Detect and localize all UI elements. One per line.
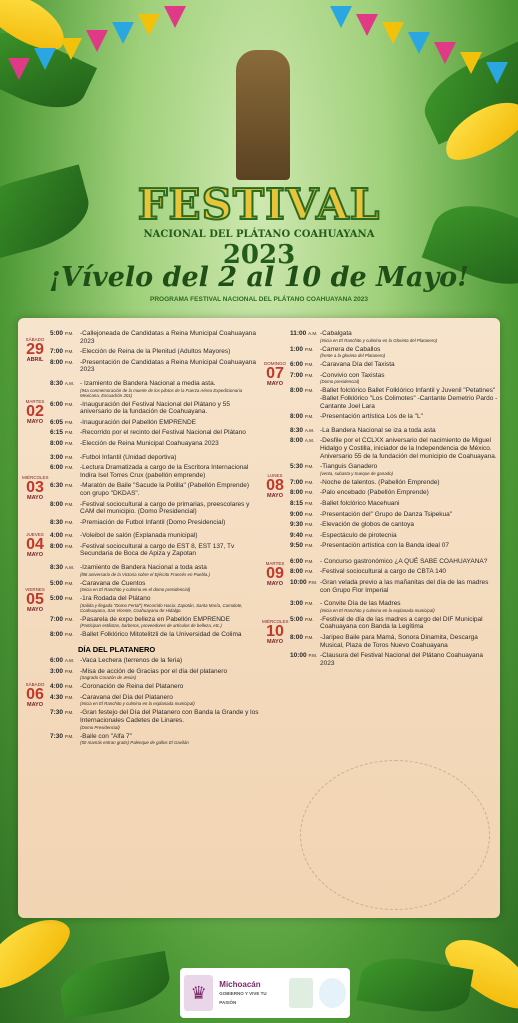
event-description: -Callejoneada de Candidatas a Reina Municipal Coahuayana 2023 (80, 330, 256, 345)
festival-title: FESTIVAL (137, 180, 381, 229)
event-description: -1ra Rodada del Plátano (Salida y llegada "Domo Fertal") Recorrido Hacia: Zapotán, Santa María, Camalote, Coahuayana, San Vicente, Coahuayana de Hidalgo. (80, 595, 260, 613)
date-mn: MAYO (27, 418, 43, 425)
schedule-right-column (262, 330, 498, 673)
event-row (22, 580, 260, 593)
event-period: P.M. (64, 440, 74, 446)
event-row (262, 489, 498, 500)
event-period: P.M. (304, 601, 314, 607)
date-dn: LUNES (267, 473, 283, 479)
event-row (22, 616, 260, 629)
event-row (262, 361, 498, 369)
event-description: -Coronación de Reina del Platanero (80, 683, 184, 691)
date-dn: DOMINGO (264, 360, 286, 366)
event-row (22, 694, 260, 707)
event-time: 8:15 P.M. (290, 499, 314, 507)
event-row (22, 683, 260, 691)
event-row (22, 631, 260, 639)
event-time: 9:00 P.M. (290, 510, 314, 518)
event-note: (Inicia en El Ranchito y culmina en el domo presidencial) (80, 587, 191, 593)
event-description: - Izamiento de Bandera Nacional a media asta. (94a conmemoración de la muerte de los pilotos de la Fuerza Aérea Expedicionaria Mexicana, Escuadrón 201) (80, 380, 260, 398)
event-time: 8:00 P.M. (290, 489, 314, 497)
event-time: 5:30 P.M. (290, 463, 314, 471)
event-note: (Salida y llegada "Domo Fertal") Recorrido Hacia: Zapotán, Santa María, Camalote, Coahuayana, San Vicente, Coahuayana de Hidalgo. (80, 602, 243, 613)
event-period: P.M. (64, 710, 74, 716)
festival-subtitle: NACIONAL DEL PLÁTANO COAHUAYANA (143, 229, 375, 240)
date-dn: MIÉRCOLES (262, 618, 289, 624)
event-time: 9:40 P.M. (290, 531, 314, 539)
event-period: A.M. (64, 565, 75, 571)
event-time: 7:00 P.M. (50, 615, 74, 623)
event-time: 8:30 A.M. (50, 379, 75, 387)
event-row (22, 380, 260, 398)
event-period: P.M. (304, 372, 314, 378)
event-time: 8:30 P.M. (50, 518, 74, 526)
event-period: P.M. (64, 359, 74, 365)
event-period: A.M. (64, 380, 75, 386)
event-row (22, 668, 260, 681)
event-description: -Misa de acción de Gracias por el día del platanero (Sagrado Corazón de Jesús) (80, 668, 260, 681)
event-period: P.M. (64, 349, 74, 355)
day-block (22, 564, 260, 639)
event-description: -Presentación de Candidatas a Reina Municipal Coahuayana 2023 (80, 358, 256, 374)
date-dn: VIERNES (25, 586, 45, 592)
bunting-left (0, 0, 220, 120)
event-time: 8:30 A.M. (50, 564, 75, 572)
date-mn: MAYO (267, 580, 283, 587)
event-time: 4:30 P.M. (50, 693, 74, 701)
date-num: 03 (26, 479, 44, 497)
date-mn: MAYO (27, 552, 43, 559)
event-description: -Maratón de Baile "Sacude la Polilla" (Pabellón Emprende) con grupo "DKDAS". (80, 482, 250, 497)
event-time: 8:30 A.M. (290, 426, 315, 434)
event-time: 8:00 P.M. (50, 542, 74, 550)
event-time: 10:00 P.M. (290, 652, 318, 660)
event-period: P.M. (64, 533, 74, 539)
event-description: -Festival de día de las madres a cargo del DIF Municipal Coahuayana con Banda la Legítima (320, 615, 483, 631)
event-description: -Premiación de Futbol Infantil (Domo Presidencial) (80, 518, 226, 526)
event-note: (Domo presidencial) (320, 379, 360, 385)
event-description: -Caravana Día del Taxista (320, 361, 395, 369)
event-row (22, 464, 260, 479)
event-row (262, 558, 498, 566)
event-row (22, 543, 260, 558)
headline: ¡Vívelo del 2 al 10 de Mayo! (48, 262, 469, 293)
day-heading: DÍA DEL PLATANERO (78, 645, 156, 655)
event-period: P.M. (64, 483, 74, 489)
event-time: 7:00 P.M. (290, 371, 314, 379)
event-period: A.M. (304, 438, 315, 444)
event-row (262, 579, 498, 594)
event-row (262, 372, 498, 385)
event-time: 6:00 P.M. (50, 464, 74, 472)
event-time: 8:00 P.M. (50, 631, 74, 639)
event-description: -Ballet Folklórico Mitotelitzli de la Universidad de Colima (80, 631, 242, 639)
event-row (22, 398, 260, 416)
event-time: 7:00 P.M. (50, 348, 74, 356)
event-description: -Inauguración del Festival Nacional del Plátano y 55 aniversario de la fundación de Coahuayana. (80, 400, 230, 416)
event-description: -Cabalgata (Inicia en El Ranchito y culmina en la Glorieta del Platanero) (320, 330, 498, 343)
event-period: P.M. (64, 331, 74, 336)
event-period: P.M. (64, 684, 74, 690)
event-row (262, 330, 498, 343)
event-row (262, 542, 498, 550)
event-time: 8:00 P.M. (50, 439, 74, 447)
event-row (22, 440, 260, 448)
event-period: P.M. (64, 733, 74, 739)
event-description: -Elección de Reina de la Plenitud (Adultos Mayores) (80, 348, 231, 356)
event-description: -Presentación del" Grupo de Danza Tsipekua" (320, 510, 453, 518)
event-note: (l86 aniversario de la Victoria sobre el Ejército Francés en Puebla.) (80, 571, 210, 577)
event-time: 4:00 P.M. (50, 683, 74, 691)
event-row (22, 454, 260, 462)
event-description: -Ballet folclórico Ballet Folklórico Infantil y Juvenil "Petatines" -Ballet Folklórico "Los Colimotes" -Cantante Demetrio Pardo -Cantante Joel Lara (320, 387, 498, 410)
event-row (22, 348, 260, 356)
event-row (262, 616, 498, 631)
footer-logos (180, 968, 350, 1018)
event-period: P.M. (308, 580, 318, 586)
event-note: (Domo Presidencial) (80, 724, 120, 730)
event-period: P.M. (304, 569, 314, 575)
event-row (262, 387, 498, 410)
event-description: -Palo encebado (Pabellón Emprende) (320, 489, 429, 497)
date-mn: MAYO (267, 638, 283, 645)
event-time: 7:00 P.M. (290, 478, 314, 486)
event-description: -Convivio con Taxistas (Domo presidencial) (320, 372, 498, 385)
date-dn: MARTES (265, 560, 285, 566)
day-block (262, 600, 498, 667)
event-row (262, 568, 498, 576)
event-time: 6:00 P.M. (290, 361, 314, 369)
event-description: -Gran festejo del Día del Platanero con Banda la Grande y los Internacionales Cadetes de Linares. (Domo Presidencial) (80, 709, 259, 730)
event-note: (Inicia en El Ranchito y culmina en la explanada municipal) (320, 607, 435, 613)
date-num: 02 (26, 402, 44, 420)
bunting-right (300, 0, 518, 120)
event-row (262, 532, 498, 540)
event-time: 4:00 P.M. (50, 532, 74, 540)
event-time: 5:00 P.M. (50, 595, 74, 603)
event-description: -Recorrido por el recinto del Festival Nacional del Plátano (80, 429, 246, 437)
banana-sketch (300, 760, 490, 910)
event-note: (venta, subasta y trueque de ganado) (320, 470, 393, 476)
event-description: -Jaripeo Baile para Mamá, Sonora Dinamita, Descarga Musical, Plaza de Toros Nuevo Coahuayana (320, 634, 478, 649)
event-period: P.M. (64, 465, 74, 471)
program-title: PROGRAMA FESTIVAL NACIONAL DEL PLÁTANO COAHUAYANA 2023 (149, 296, 369, 303)
date-num: 09 (266, 564, 284, 582)
event-row (22, 532, 260, 540)
date-dn: MIÉRCOLES (22, 475, 49, 481)
event-period: P.M. (304, 464, 314, 470)
event-period: P.M. (304, 532, 314, 538)
event-period: P.M. (64, 401, 74, 407)
event-time: 8:00 P.M. (290, 634, 314, 642)
event-time: 11:00 A.M. (290, 330, 318, 337)
event-row (22, 330, 260, 345)
event-time: 8:00 P.M. (290, 387, 314, 395)
event-description: -Carrera de Caballos (frente a la glorieta del Platanero) (320, 346, 498, 359)
event-note: (94a conmemoración de la muerte de los pilotos de la Fuerza Aérea Expedicionaria Mexicana, Escuadrón 201) (80, 387, 243, 398)
event-time: 3:00 P.M. (290, 600, 314, 608)
date-num: 08 (266, 477, 284, 495)
event-time: 8:00 P.M. (50, 500, 74, 508)
event-period: P.M. (304, 479, 314, 485)
day-block (22, 454, 260, 527)
event-period: P.M. (304, 490, 314, 496)
event-period: P.M. (64, 596, 74, 602)
event-period: P.M. (304, 616, 314, 622)
event-time: 5:00 P.M. (290, 615, 314, 623)
event-description: -Festival sociocultural a cargo de EST 8, EST 137, Tv Secundaria de Boca de Apiza y Zapotan (80, 542, 235, 558)
event-description: -Presentación artística con la Banda ideal 07 (320, 542, 449, 550)
event-period: P.M. (64, 501, 74, 507)
day-block (22, 532, 260, 558)
event-description: -Voleibol de salón (Explanada municipal) (80, 532, 198, 540)
event-note: (Sagrado Corazón de Jesús) (80, 675, 137, 681)
event-description: -Inauguración del Pabellón EMPRENDE (80, 418, 196, 426)
event-period: A.M. (304, 427, 315, 433)
event-period: P.M. (64, 694, 74, 700)
event-description: -Futbol Infantil (Unidad deportiva) (80, 453, 177, 461)
event-time: 6:00 P.M. (290, 557, 314, 565)
event-period: P.M. (304, 635, 314, 641)
date-mn: ABRIL (26, 357, 44, 363)
date-num: 04 (26, 536, 44, 554)
event-description: -Desfile por el CCLXX aniversario del nacimiento de Miguel Hidalgo y Costilla, iniciador de la Independencia de México. Aniversario 55 de la fundación del municipio de Coahuayana. (320, 437, 497, 460)
event-description: -Izamiento de Bandera Nacional a toda asta (l86 aniversario de la Victoria sobre el Ejército Francés en Puebla.) (80, 564, 260, 577)
event-row (262, 413, 498, 421)
event-row (262, 652, 498, 667)
event-period: P.M. (304, 362, 314, 368)
event-row (262, 437, 498, 460)
event-description: -Caravana del Día del Platanero (Inicia en El Ranchito y culmina en la explanada municipal) (80, 694, 260, 707)
event-time: 7:30 P.M. (50, 709, 74, 717)
date-mn: MAYO (27, 606, 43, 613)
event-row (262, 346, 498, 359)
date-mn: MAYO (267, 493, 283, 500)
event-period: P.M. (304, 414, 314, 420)
coat-of-arms-icon: ♛ (184, 975, 213, 1011)
event-row (22, 564, 260, 577)
platanero-monument (236, 50, 290, 180)
event-time: 10:00 P.M. (290, 579, 318, 587)
municipal-seal-icon (289, 978, 312, 1008)
festival-year: 2023 (222, 240, 296, 270)
event-row (262, 511, 498, 519)
date-num: 29 (26, 341, 44, 358)
festival-logo (0, 180, 518, 270)
event-period: P.M. (64, 580, 74, 586)
event-row (22, 501, 260, 516)
event-description: -Elevación de globos de cantoya (320, 521, 414, 529)
event-row (262, 463, 498, 479)
date-num: 06 (26, 686, 44, 704)
event-row (262, 521, 498, 529)
event-period: A.M. (64, 658, 75, 664)
event-row (22, 709, 260, 729)
michoacan-logo: Michoacán GOBIERNO Y VIVE TU PASIÓN (219, 979, 267, 1005)
event-period: P.M. (304, 558, 314, 564)
event-row (22, 595, 260, 613)
event-time: 6:30 P.M. (50, 482, 74, 490)
event-period: P.M. (308, 653, 318, 659)
date-mn: MAYO (27, 702, 43, 709)
event-row (22, 419, 260, 427)
date-dn: MARTES (25, 398, 45, 404)
event-description: -La Bandera Nacional se iza a toda asta (320, 426, 436, 434)
event-time: 7:30 P.M. (50, 732, 74, 740)
event-note: (50 mamás entran gratis) Palenque de gallos El Gavilán (80, 740, 189, 746)
event-description: -Gran velada previo a las mañanitas del día de las madres con Grupo Flor Imperial (320, 579, 489, 594)
event-description: -Elección de Reina Municipal Coahuayana 2023 (80, 439, 219, 447)
event-note: (frente a la glorieta del Platanero) (320, 353, 386, 359)
event-description: -Lectura Dramatizada a cargo de la Escritora Internacional Indira Isel Torres Crux (pabellón emprende) (80, 464, 249, 479)
day-block (262, 427, 498, 550)
event-time: 8:00 P.M. (50, 358, 74, 366)
event-time: 9:50 P.M. (290, 542, 314, 550)
event-note: (Inicia en El Ranchito y culmina en la explanada municipal) (80, 701, 195, 707)
event-description: - Convite Día de las Madres (Inicia en El Ranchito y culmina en la explanada municipal) (320, 600, 498, 613)
event-row (262, 500, 498, 508)
event-description: -Presentación artística Los de la "L" (320, 413, 423, 421)
event-row (262, 600, 498, 613)
event-row (262, 479, 498, 487)
event-row (22, 429, 260, 437)
event-time: 1:00 P.M. (290, 345, 314, 353)
event-description: - Concurso gastronómico ¿A QUÉ SABE COAHUAYANA? (320, 557, 488, 565)
date-num: 10 (266, 622, 284, 640)
event-description: -Pasarela de expo belleza en Pabellón EMPRENDE (Participan estilistas, barberos, proveedores de artículos de belleza, etc.) (80, 616, 260, 629)
date-mn: MAYO (267, 380, 283, 387)
event-row (22, 519, 260, 527)
event-period: P.M. (304, 388, 314, 394)
date-mn: MAYO (27, 495, 43, 502)
event-row (22, 359, 260, 374)
event-description: -Tianguis Ganadero (venta, subasta y trueque de ganado) (320, 463, 498, 476)
event-period: P.M. (64, 430, 74, 436)
event-period: P.M. (304, 543, 314, 549)
event-period: P.M. (304, 500, 314, 506)
event-time: 3:00 P.M. (50, 453, 74, 461)
date-num: 07 (266, 364, 284, 382)
day-block (262, 558, 498, 594)
event-period: P.M. (64, 543, 74, 549)
event-period: P.M. (64, 454, 74, 460)
event-description: -Ballet folclórico Macehuani (320, 499, 400, 507)
event-time: 8:00 P.M. (290, 413, 314, 421)
event-time: 8:00 A.M. (290, 437, 315, 445)
event-description: -Espectáculo de pirotecnia (320, 531, 397, 539)
coahuayana-logo-icon (319, 978, 346, 1008)
event-period: P.M. (64, 519, 74, 525)
event-period: P.M. (304, 511, 314, 517)
date-dn: JUEVES (26, 532, 44, 538)
date-num: 05 (26, 590, 44, 608)
event-period: P.M. (304, 522, 314, 528)
event-period: P.M. (64, 668, 74, 674)
event-time: 9:30 P.M. (290, 521, 314, 529)
event-note: (Participan estilistas, barberos, proveedores de artículos de belleza, etc.) (80, 623, 222, 629)
day-block (22, 645, 260, 745)
event-row (262, 634, 498, 649)
event-description: -Baile con "Alfa 7" (50 mamás entran gratis) Palenque de gallos El Gavilán (80, 733, 260, 746)
event-time: 6:00 P.M. (50, 400, 74, 408)
event-period: A.M. (308, 331, 318, 336)
event-description: -Noche de talentos. (Pabellón Emprende) (320, 478, 440, 486)
day-block (262, 330, 498, 421)
event-time: 6:00 A.M. (50, 657, 75, 665)
event-row (22, 733, 260, 746)
event-note: (Inicia en El Ranchito y culmina en la Glorieta del Platanero) (320, 337, 438, 343)
event-period: P.M. (64, 419, 74, 425)
day-block (22, 330, 260, 374)
event-description: -Caravana de Cuentos (Inicia en El Ranchito y culmina en el domo presidencial) (80, 580, 260, 593)
event-description: -Clausura del Festival Nacional del Plátano Coahuayana 2023 (320, 652, 483, 667)
event-description: -Festival sociocultural a cargo de primarias, preescolares y CAM del municipio. (Domo Presidencial) (80, 500, 250, 516)
event-time: 3:00 P.M. (50, 667, 74, 675)
event-time: 5:00 P.M. (50, 579, 74, 587)
date-dn: SÁBADO (25, 337, 45, 342)
date-dn: SÁBADO (25, 682, 45, 688)
event-time: 6:05 P.M. (50, 418, 74, 426)
event-period: P.M. (304, 346, 314, 352)
event-description: -Vaca Lechera (terrenos de la feria) (80, 657, 183, 665)
event-description: -Festival sociocultural a cargo de CBTA 140 (320, 568, 446, 576)
event-time: 6:15 P.M. (50, 429, 74, 437)
event-row (22, 479, 260, 497)
event-row (22, 657, 260, 665)
event-period: P.M. (64, 616, 74, 622)
event-time: 8:00 P.M. (290, 568, 314, 576)
event-row (262, 427, 498, 435)
day-block (22, 380, 260, 448)
event-period: P.M. (64, 632, 74, 638)
schedule-left-column (22, 330, 260, 751)
event-time: 5:00 P.M. (50, 330, 74, 337)
